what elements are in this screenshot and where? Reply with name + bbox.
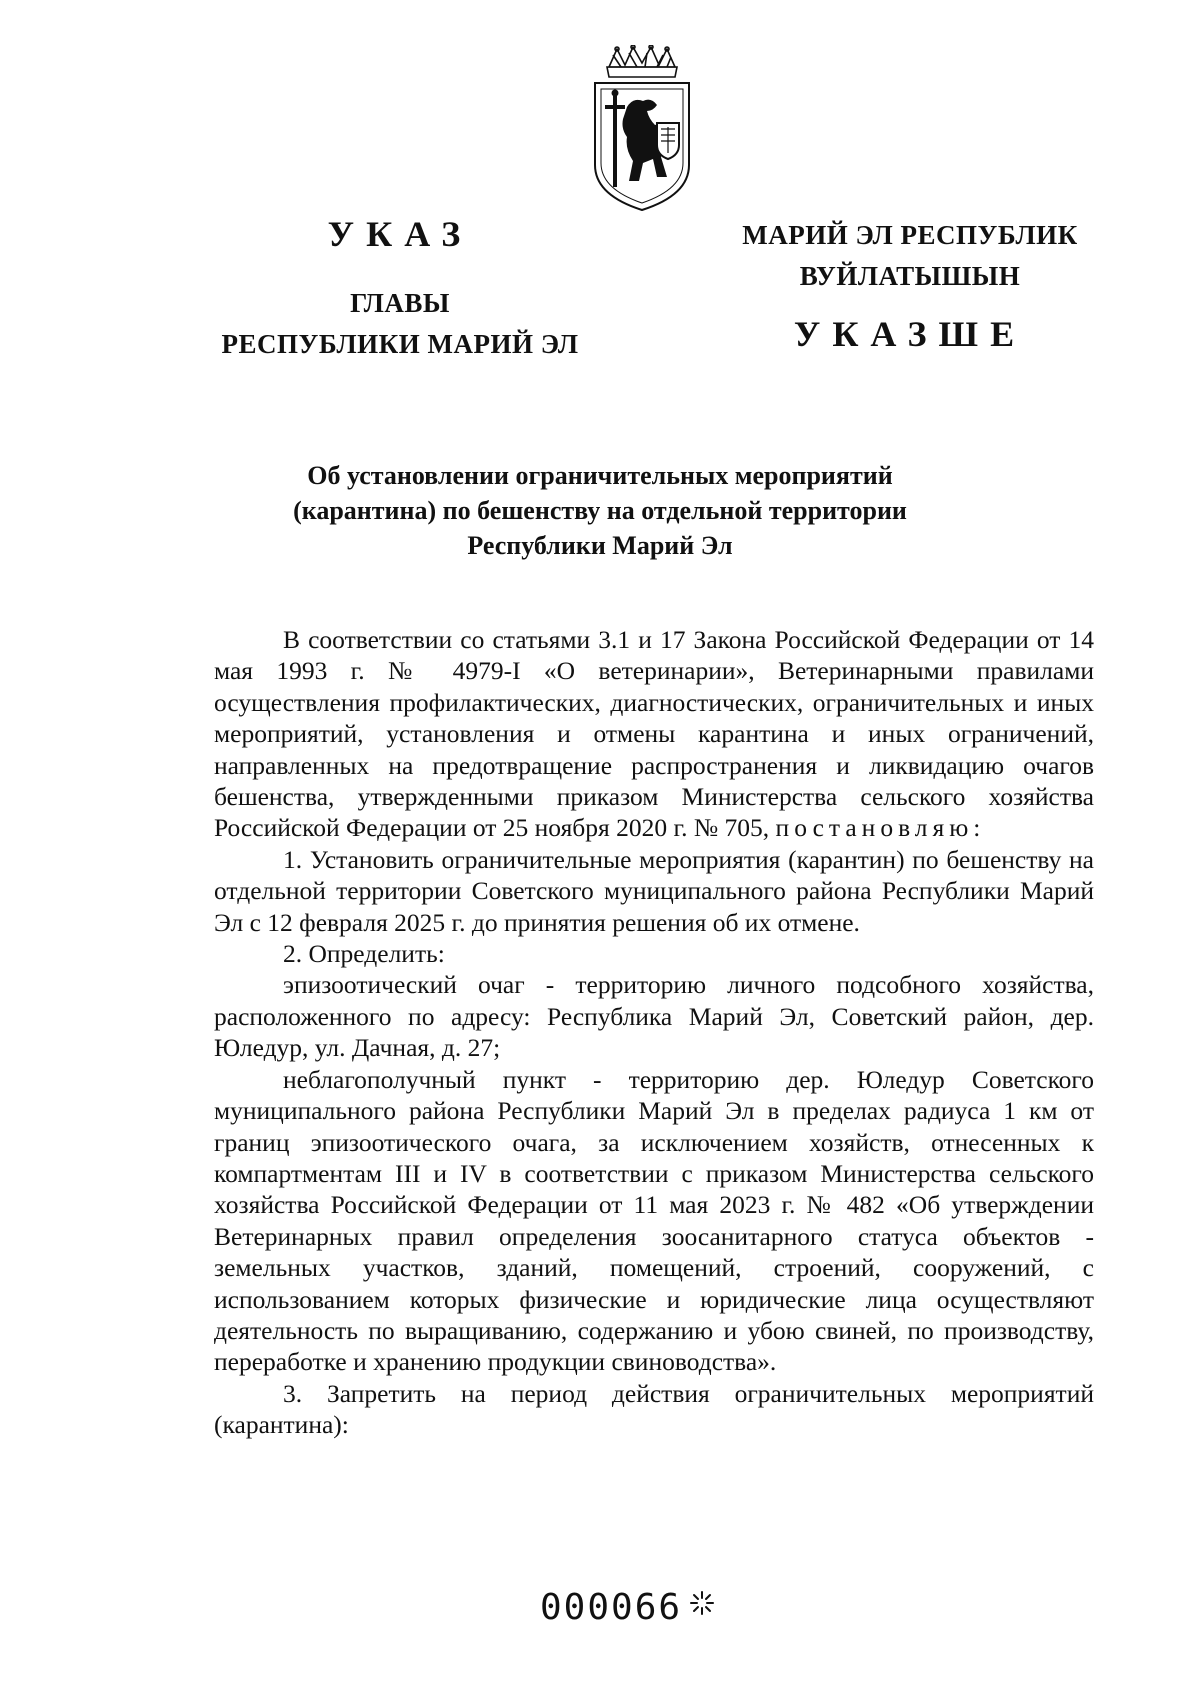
issuer-ru	[170, 283, 630, 365]
issuer-mari-line1: МАРИЙ ЭЛ РЕСПУБЛИК	[742, 220, 1078, 250]
item-2-unfavorable-point: неблагополучный пункт - территорию дер. Юледур Советского муниципального района Республики Марий Эл в пределах радиуса 1 км от границ эпизоотического очага, за исключением хозяйств, отнесенных к компартментам III и IV в соответствии с приказом Министерства сельского хозяйства Российской Федерации от 11 мая 2023 г. № 482 «Об утверждении Ветеринарных правил определения зоосанитарного статуса объектов - земельных участков, зданий, помещений, строений, сооружений, с использованием которых физические и юридические лица осуществляют деятельность по выращиванию, содержанию и убою свиней, по производству, переработке и хранению продукции свиноводства».	[214, 1064, 1094, 1377]
document-title-line1: Об установлении ограничительных мероприятий	[307, 461, 893, 490]
decree-title-ru: УКАЗ	[327, 214, 473, 254]
preamble-paragraph	[214, 624, 1094, 844]
preamble-text: В соответствии со статьями 3.1 и 17 Закона Российской Федерации от 14 мая 1993 г. № 4979-I «О ветеринарии», Ветеринарными правилами осуществления профилактических, диагностических, ограничительных и иных мероприятий, установления и отмены карантина и иных ограничений, направленных на предотвращение распространения и ликвидацию очагов бешенства, утвержденными приказом Министерства сельского хозяйства Российской Федерации от 25 ноября 2020 г. № 705,	[214, 625, 1094, 843]
item-2: 2. Определить:	[283, 939, 445, 969]
serial-number: 000066	[540, 1587, 683, 1628]
item-2-focus: эпизоотический очаг - территорию личного подсобного хозяйства, расположенного по адресу: Республика Марий Эл, Советский район, дер. Юледур, ул. Дачная, д. 27;	[214, 970, 1094, 1063]
document-body	[214, 624, 1094, 1441]
document-title-line2: (карантина) по бешенству на отдельной территории	[293, 496, 907, 525]
item-3: 3. Запретить на период действия ограничительных мероприятий (карантина):	[214, 1378, 1094, 1440]
issuer-mari-line2: ВУЙЛАТЫШЫН	[799, 261, 1021, 291]
decree-title-mari: УКАЗШЕ	[793, 314, 1027, 354]
document-title	[200, 458, 1000, 563]
issuer-ru-line1: ГЛАВЫ	[350, 288, 450, 318]
coat-of-arms-mari-el-icon	[587, 45, 697, 215]
issuer-mari	[690, 215, 1130, 297]
document-title-line3: Республики Марий Эл	[467, 531, 733, 560]
item-1: 1. Установить ограничительные мероприятия (карантин) по бешенству на отдельной территории Советского муниципального района Республики Марий Эл с 12 февраля 2025 г. до принятия решения об их отмене.	[214, 844, 1094, 937]
asterisk-mark-icon	[688, 1589, 716, 1617]
decree-word: постановляю:	[775, 813, 986, 843]
issuer-ru-line2: РЕСПУБЛИКИ МАРИЙ ЭЛ	[221, 329, 579, 359]
